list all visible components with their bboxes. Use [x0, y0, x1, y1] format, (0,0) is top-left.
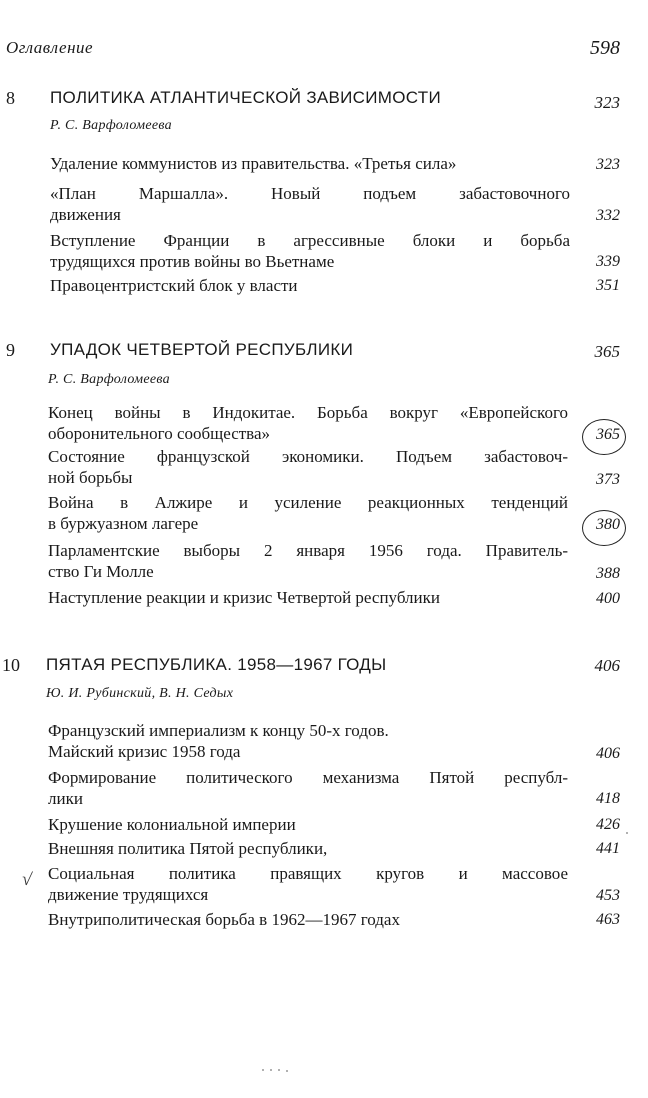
- chapter-number: 10: [2, 655, 20, 675]
- running-header-title: Оглавление: [6, 38, 94, 57]
- toc-entry-page: 388: [596, 565, 620, 582]
- toc-entry: Вступление Франции в агрессивные блоки и борьба трудящихся против войны во Вьетнаме: [50, 231, 570, 271]
- chapter-author: Р. С. Варфоломеева: [50, 118, 172, 133]
- toc-entry-page: 400: [596, 590, 620, 607]
- scan-speck: [270, 1069, 272, 1071]
- chapter-author: Ю. И. Рубинский, В. Н. Седых: [46, 686, 234, 701]
- handwritten-check-mark: √: [20, 868, 34, 890]
- toc-entry: Война в Алжире и усиление реакционных тенденций в буржуазном лагере: [48, 493, 568, 533]
- chapter-number: 8: [6, 88, 15, 108]
- toc-entry: Удаление коммунистов из правительства. «Третья сила»: [50, 154, 457, 173]
- toc-entry-page: 332: [596, 207, 620, 224]
- toc-entry-page: 453: [596, 887, 620, 904]
- chapter-title: ПЯТАЯ РЕСПУБЛИКА. 1958—1967 ГОДЫ: [46, 655, 387, 674]
- toc-entry-page: 339: [596, 253, 620, 270]
- toc-entry-page: 323: [596, 156, 620, 173]
- toc-entry-page: 441: [596, 840, 620, 857]
- toc-entry-page: 380: [596, 516, 620, 533]
- toc-entry: Парламентские выборы 2 января 1956 года. Правитель- ство Ги Молле: [48, 541, 568, 581]
- chapter-author: Р. С. Варфоломеева: [48, 372, 170, 387]
- scan-speck: [262, 1069, 264, 1071]
- chapter-number: 9: [6, 340, 15, 360]
- running-header-page-number: 598: [590, 37, 620, 59]
- toc-entry-page: 406: [596, 745, 620, 762]
- chapter-page-number: 406: [594, 656, 620, 675]
- chapter-page-number: 323: [594, 93, 620, 112]
- toc-entry: Крушение колониальной империи: [48, 815, 296, 834]
- toc-entry-page: 373: [596, 471, 620, 488]
- toc-entry: «План Маршалла». Новый подъем забастовочного движения: [50, 184, 570, 224]
- toc-entry-page: 351: [596, 277, 620, 294]
- toc-entry: Социальная политика правящих кругов и массовое движение трудящихся: [48, 864, 568, 904]
- scan-speck: [286, 1070, 288, 1072]
- toc-entry-page: 463: [596, 911, 620, 928]
- chapter-title: ПОЛИТИКА АТЛАНТИЧЕСКОЙ ЗАВИСИМОСТИ: [50, 88, 441, 107]
- scan-speck: [626, 832, 628, 834]
- chapter-title: УПАДОК ЧЕТВЕРТОЙ РЕСПУБЛИКИ: [50, 340, 354, 359]
- toc-entry: Конец войны в Индокитае. Борьба вокруг «Европейского оборонительного сообщества»: [48, 403, 568, 443]
- scan-speck: [278, 1069, 280, 1071]
- toc-entry-page: 365: [596, 426, 620, 443]
- toc-entry: Состояние французской экономики. Подъем забастовоч- ной борьбы: [48, 447, 568, 487]
- toc-entry: Формирование политического механизма Пятой республ- лики: [48, 768, 568, 808]
- toc-entry-page: 418: [596, 790, 620, 807]
- toc-entry: Французский империализм к концу 50-х годов. Майский кризис 1958 года: [48, 721, 389, 761]
- chapter-page-number: 365: [594, 342, 620, 361]
- toc-entry: Внешняя политика Пятой республики,: [48, 839, 328, 858]
- toc-entry: Правоцентристский блок у власти: [50, 276, 298, 295]
- toc-entry: Наступление реакции и кризис Четвертой республики: [48, 588, 440, 607]
- toc-entry: Внутриполитическая борьба в 1962—1967 годах: [48, 910, 400, 929]
- toc-entry-page: 426: [596, 816, 620, 833]
